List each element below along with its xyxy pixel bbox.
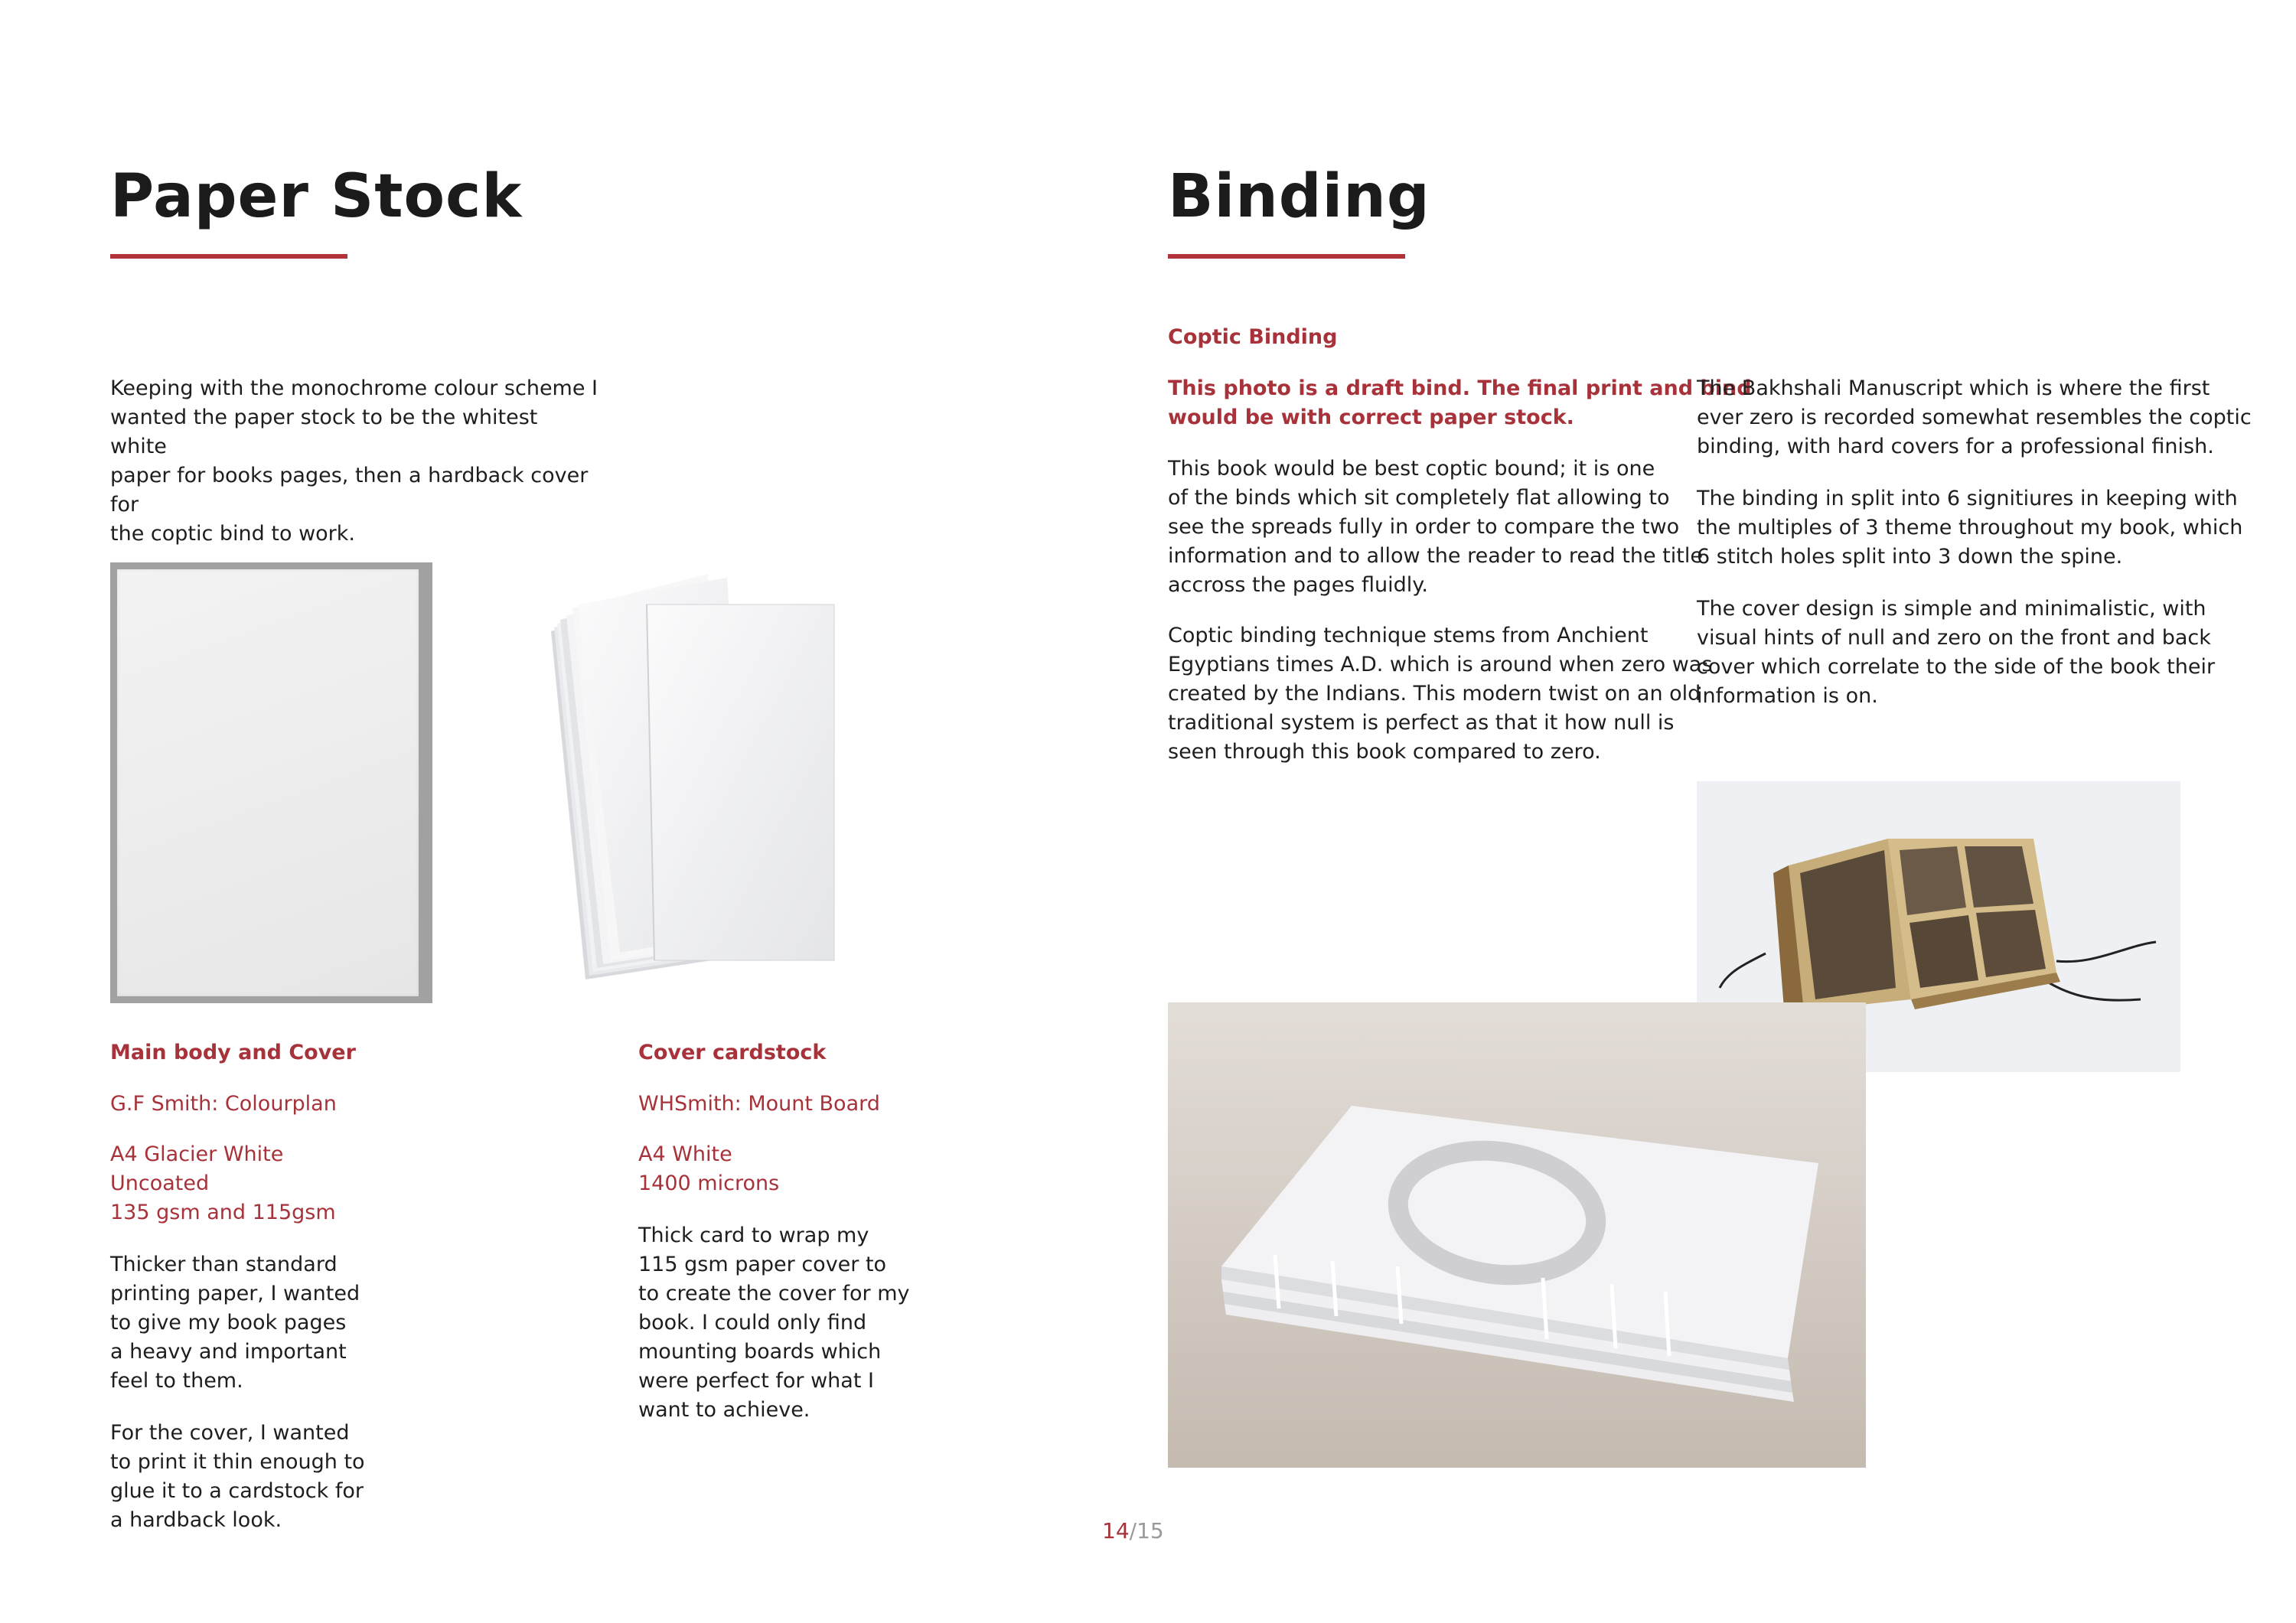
page-number-current: 14 bbox=[1102, 1518, 1130, 1543]
binding-para-4: The binding in split into 6 signitiures in keeping with the multiples of 3 theme throughout my book, which 6 stitch holes split into 3 down the spine. bbox=[1697, 487, 2243, 569]
page-number bbox=[1102, 1519, 1164, 1543]
main-body-supplier: G.F Smith: Colourplan bbox=[110, 1092, 337, 1116]
cardstock-heading: Cover cardstock bbox=[638, 1041, 827, 1064]
paper-stack-image bbox=[520, 562, 949, 979]
binding-para-2: Coptic binding technique stems from Anchient Egyptians times A.D. which is around when zero was created by the Indians. This modern twist on an old traditional system is perfect as that it how null is seen through this book compared to zero. bbox=[1168, 624, 1713, 764]
cardstock-supplier: WHSmith: Mount Board bbox=[638, 1092, 880, 1116]
main-body-heading: Main body and Cover bbox=[110, 1041, 356, 1064]
binding-para-5: The cover design is simple and minimalistic, with visual hints of null and zero on the front and back cover which correlate to the side of the book their information is on. bbox=[1697, 597, 2216, 708]
title-underline-binding bbox=[1168, 254, 1405, 259]
paper-sheet-image bbox=[110, 562, 432, 1003]
cardstock-spec: A4 White 1400 microns bbox=[638, 1142, 780, 1195]
page-title-paper-stock: Paper Stock bbox=[110, 162, 523, 231]
coptic-bound-book-image bbox=[1168, 1002, 1866, 1468]
page-number-total: /15 bbox=[1129, 1518, 1164, 1543]
binding-para-3: The Bakhshali Manuscript which is where the first ever zero is recorded somewhat resembles the coptic binding, with hard covers for a professional finish. bbox=[1697, 376, 2252, 458]
coptic-binding-heading: Coptic Binding bbox=[1168, 325, 1338, 349]
main-body-para-1: Thicker than standard printing paper, I wanted to give my book pages a heavy and important feel to them. bbox=[110, 1253, 360, 1393]
title-underline bbox=[110, 254, 347, 259]
paper-stock-intro: Keeping with the monochrome colour scheme I wanted the paper stock to be the whitest white paper for books pages, then a hardback cover for the coptic bind to work. bbox=[110, 376, 598, 546]
binding-para-1: This book would be best coptic bound; it is one of the binds which sit completely flat allowing to see the spreads fully in order to compare the two information and to allow the reader to read the title accross the pages fluidly. bbox=[1168, 457, 1703, 597]
page-title-binding: Binding bbox=[1168, 162, 1430, 231]
main-body-spec: A4 Glacier White Uncoated 135 gsm and 115gsm bbox=[110, 1142, 336, 1224]
draft-bind-note: This photo is a draft bind. The final print and bind would be with correct paper stock. bbox=[1168, 376, 1752, 429]
main-body-para-2: For the cover, I wanted to print it thin enough to glue it to a cardstock for a hardback look. bbox=[110, 1421, 365, 1532]
cardstock-para-1: Thick card to wrap my 115 gsm paper cover to to create the cover for my book. I could only find mounting boards which were perfect for what I want to achieve. bbox=[638, 1224, 910, 1422]
